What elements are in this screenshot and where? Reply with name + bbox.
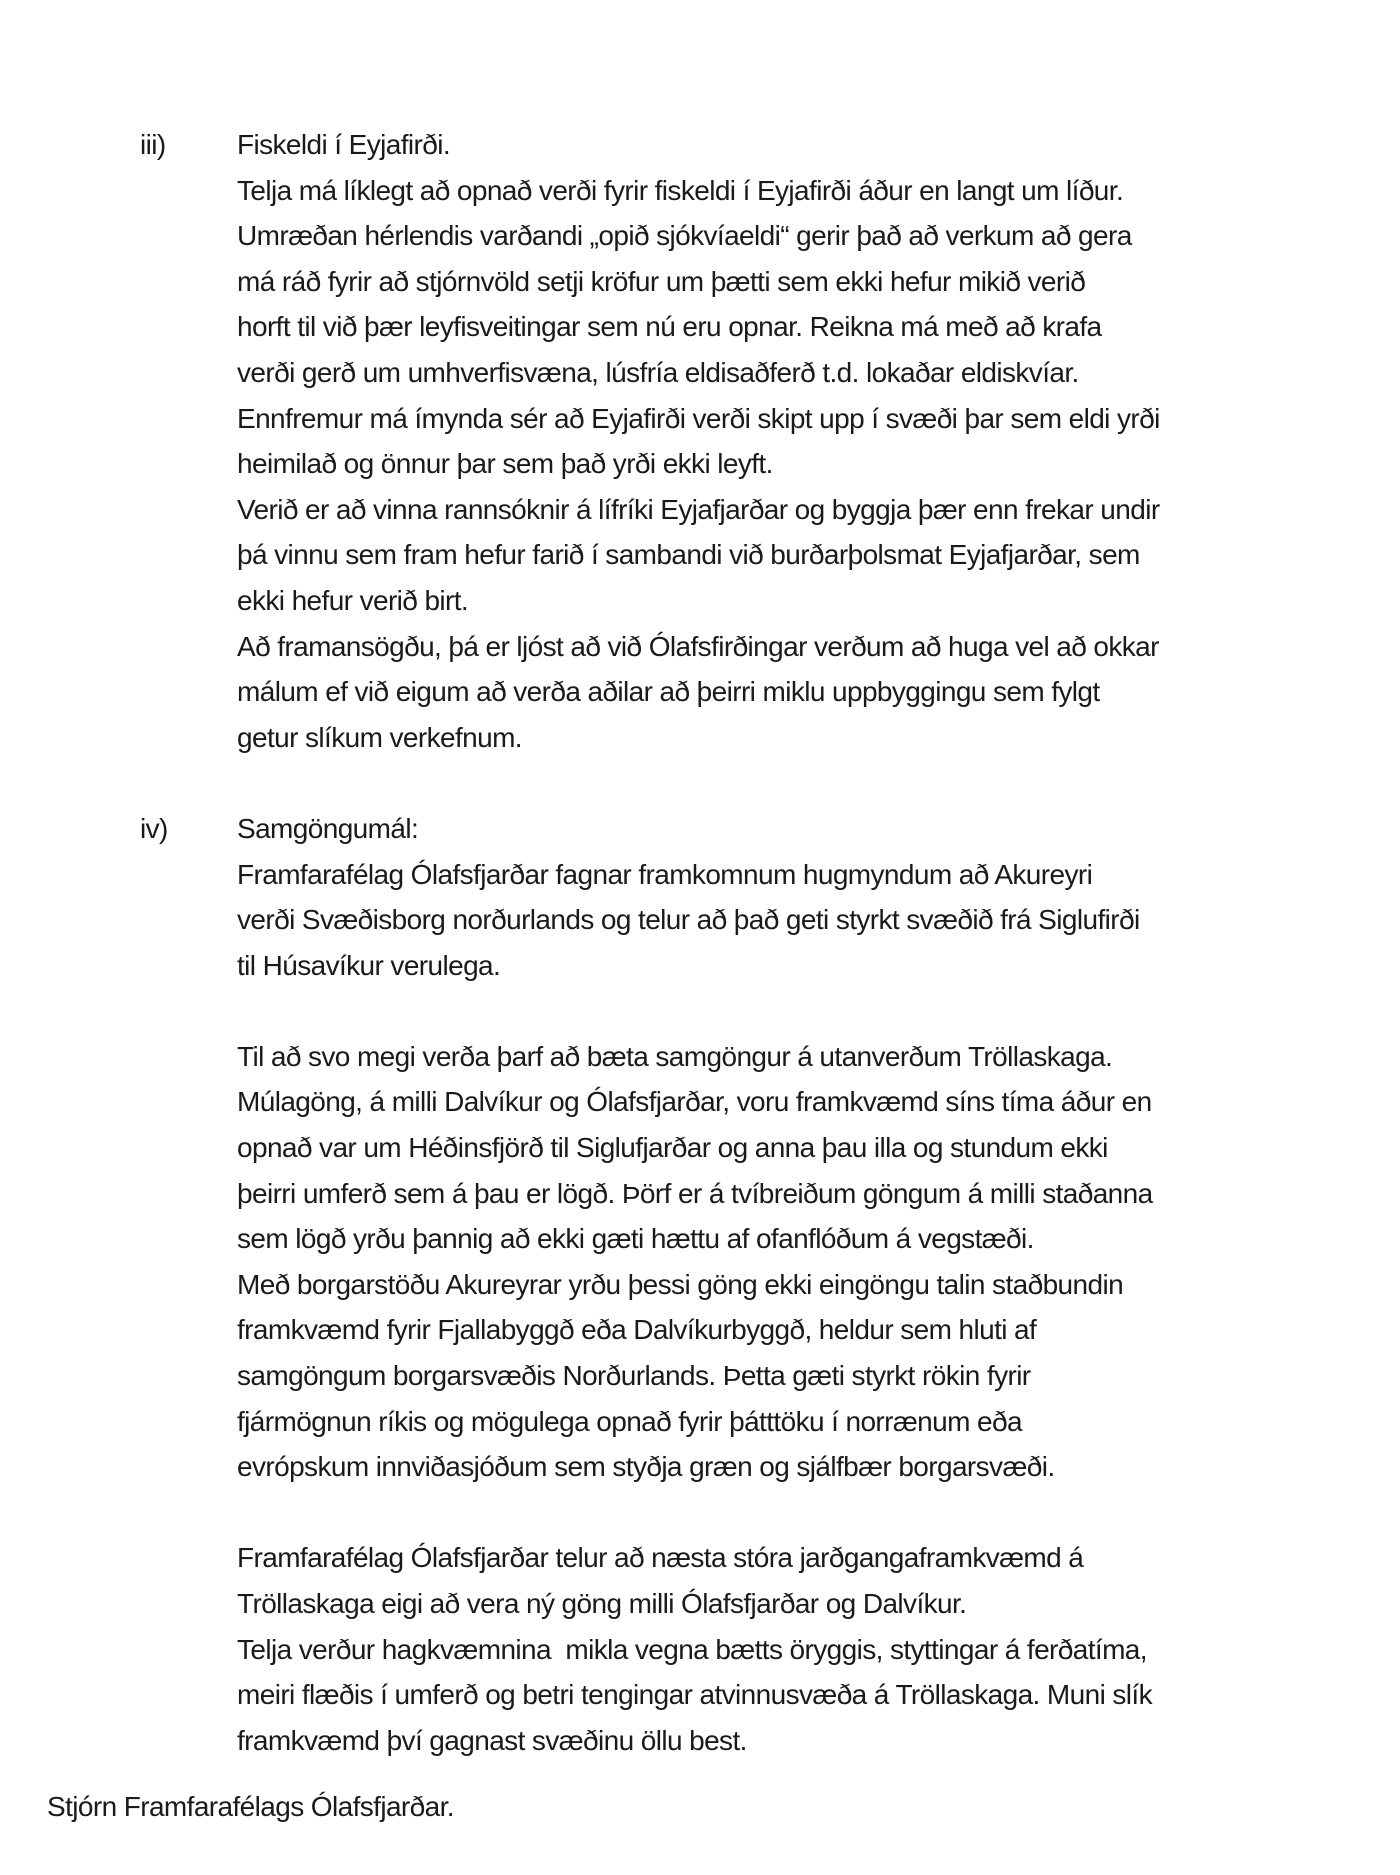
text-line: Umræðan hérlendis varðandi „opið sjókvíaeldi“ gerir það að verkum að gera [237, 220, 1132, 252]
list-item-iv [140, 806, 1400, 1763]
text-line: Verið er að vinna rannsóknir á lífríki Eyjafjarðar og byggja þær enn frekar undir [237, 493, 1160, 525]
list-item-iii [140, 122, 1400, 760]
text-line: framkvæmd fyrir Fjallabyggð eða Dalvíkurbyggð, heldur sem hluti af [237, 1314, 1037, 1346]
text-line: þeirri umferð sem á þau er lögð. Þörf er á tvíbreiðum göngum á milli staðanna [237, 1177, 1153, 1209]
text-line: málum ef við eigum að verða aðilar að þeirri miklu uppbyggingu sem fylgt [237, 676, 1100, 708]
text-line: opnað var um Héðinsfjörð til Siglufjarðar og anna þau illa og stundum ekki [237, 1132, 1108, 1164]
text-line: Með borgarstöðu Akureyrar yrðu þessi göng ekki eingöngu talin staðbundin [237, 1268, 1124, 1300]
text-line: til Húsavíkur verulega. [237, 949, 501, 981]
text-line: Samgöngumál: [237, 812, 419, 844]
text-line: Telja má líklegt að opnað verði fyrir fiskeldi í Eyjafirði áður en langt um líður. [237, 174, 1124, 206]
text-line: verði gerð um umhverfisvæna, lúsfría eldisaðferð t.d. lokaðar eldiskvíar. [237, 356, 1079, 388]
text-line: meiri flæðis í umferð og betri tengingar atvinnusvæða á Tröllaskaga. Muni slík [237, 1679, 1152, 1711]
blank-line [237, 988, 1400, 1034]
text-line: Til að svo megi verða þarf að bæta samgöngur á utanverðum Tröllaskaga. [237, 1040, 1113, 1072]
blank-line [237, 1490, 1400, 1536]
text-line: evrópskum innviðasjóðum sem styðja græn og sjálfbær borgarsvæði. [237, 1451, 1055, 1483]
closing-signature: Stjórn Framfarafélags Ólafsfjarðar. [47, 1791, 454, 1823]
text-line: verði Svæðisborg norðurlands og telur að það geti styrkt svæðið frá Siglufirði [237, 904, 1140, 936]
text-line: Að framansögðu, þá er ljóst að við Ólafsfirðingar verðum að huga vel að okkar [237, 630, 1159, 662]
text-line: Framfarafélag Ólafsfjarðar fagnar framkomnum hugmyndum að Akureyri [237, 858, 1093, 890]
text-line: má ráð fyrir að stjórnvöld setji kröfur um þætti sem ekki hefur mikið verið [237, 265, 1086, 297]
text-line: sem lögð yrðu þannig að ekki gæti hættu af ofanflóðum á vegstæði. [237, 1223, 1034, 1255]
text-line: þá vinnu sem fram hefur farið í sambandi við burðarþolsmat Eyjafjarðar, sem [237, 539, 1140, 571]
list-marker: iv) [140, 812, 168, 844]
list-item-body [237, 122, 1400, 760]
text-line: Tröllaskaga eigi að vera ný göng milli Ólafsfjarðar og Dalvíkur. [237, 1588, 967, 1619]
text-line: getur slíkum verkefnum. [237, 721, 522, 753]
list-sections [0, 122, 1400, 1763]
text-line: fjármögnun ríkis og mögulega opnað fyrir þátttöku í norrænum eða [237, 1405, 1022, 1437]
text-line: ekki hefur verið birt. [237, 584, 469, 616]
text-line: Múlagöng, á milli Dalvíkur og Ólafsfjarðar, voru framkvæmd síns tíma áður en [237, 1086, 1152, 1118]
list-marker: iii) [140, 129, 166, 160]
text-line: Ennfremur má ímynda sér að Eyjafirði verði skipt upp í svæði þar sem eldi yrði [237, 402, 1160, 434]
list-item-body [237, 806, 1400, 1763]
text-line: horft til við þær leyfisveitingar sem nú eru opnar. Reikna má með að krafa [237, 311, 1102, 343]
text-line: framkvæmd því gagnast svæðinu öllu best. [237, 1724, 747, 1756]
text-line: Telja verður hagkvæmnina mikla vegna bætts öryggis, styttingar á ferðatíma, [237, 1633, 1147, 1665]
text-line: samgöngum borgarsvæðis Norðurlands. Þetta gæti styrkt rökin fyrir [237, 1360, 1031, 1392]
text-line: Fiskeldi í Eyjafirði. [237, 129, 451, 160]
text-line: Framfarafélag Ólafsfjarðar telur að næsta stóra jarðgangaframkvæmd á [237, 1542, 1084, 1574]
text-line: heimilað og önnur þar sem það yrði ekki leyft. [237, 448, 773, 480]
